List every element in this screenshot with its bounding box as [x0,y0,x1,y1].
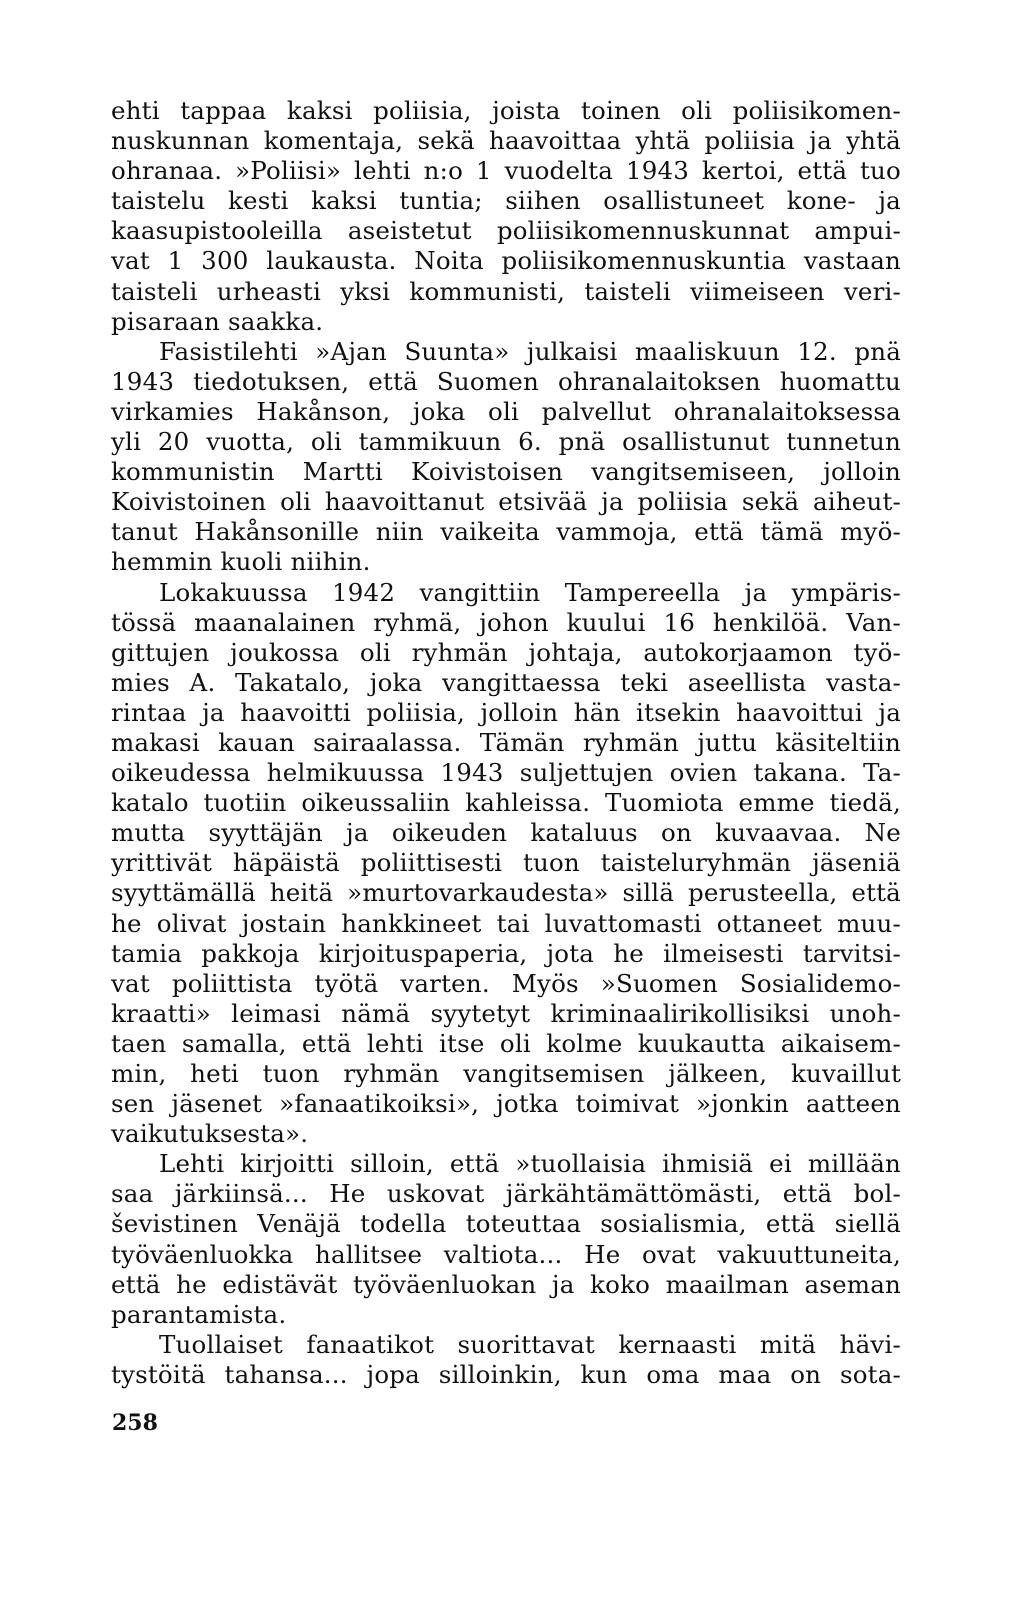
text-line: Koivistoinen oli haavoittanut etsivää ja poliisia sekä aiheut- [111,487,901,517]
text-line: nuskunnan komentaja, sekä haavoittaa yhtä poliisia ja yhtä [111,126,901,156]
text-line: ehti tappaa kaksi poliisia, joista toinen oli poliisikomen- [111,96,901,125]
body-text [111,96,901,1390]
text-line: kommunistin Martti Koivistoisen vangitsemiseen, jolloin [111,457,901,487]
text-line: sen jäsenet »fanaatikoiksi», jotka toimivat »jonkin aatteen [111,1089,901,1119]
text-line: rintaa ja haavoitti poliisia, jolloin hän itsekin haavoittui ja [111,697,901,727]
text-line: kraatti» leimasi nämä syytetyt kriminaalirikollisiksi unoh- [111,998,901,1028]
paragraph-first-line: Lokakuussa 1942 vangittiin Tampereella ja ympäris- [159,577,901,607]
text-line: saa järkiinsä... He uskovat järkähtämättömästi, että bol- [111,1179,901,1209]
text-line: oikeudessa helmikuussa 1943 suljettujen ovien takana. Ta- [111,758,901,788]
text-line: vat poliittista työtä varten. Myös »Suomen Sosialidemo- [111,968,901,998]
text-line: tamia pakkoja kirjoituspaperia, jota he ilmeisesti tarvitsi- [111,938,901,968]
text-line: kaasupistooleilla aseistetut poliisikomennuskunnat ampui- [111,216,901,246]
text-line: taistelu kesti kaksi tuntia; siihen osallistuneet kone- ja [111,186,901,216]
text-line: ohranaa. »Poliisi» lehti n:o 1 vuodelta 1943 kertoi, että tuo [111,156,901,186]
text-line: taen samalla, että lehti itse oli kolme kuukautta aikaisem- [111,1028,901,1058]
text-line: vaikutuksesta». [111,1119,309,1149]
text-line: että he edistävät työväenluokan ja koko maailman aseman [111,1269,901,1299]
text-line: parantamista. [111,1299,287,1329]
text-line: yrittivät häpäistä poliittisesti tuon taisteluryhmän jäseniä [111,848,901,878]
text-line: hemmin kuoli niihin. [111,547,371,577]
text-line: pisaraan saakka. [111,306,324,336]
text-line: ševistinen Venäjä todella toteuttaa sosialismia, että siellä [111,1209,901,1239]
text-line: taisteli urheasti yksi kommunisti, taisteli viimeiseen veri- [111,276,901,306]
text-line: 1943 tiedotuksen, että Suomen ohranalaitoksen huomattu [111,366,901,396]
paragraph-first-line: Lehti kirjoitti silloin, että »tuollaisia ihmisiä ei millään [159,1149,901,1179]
text-line: yli 20 vuotta, oli tammikuun 6. pnä osallistunut tunnetun [111,427,901,457]
text-line: mutta syyttäjän ja oikeuden kataluus on kuvaavaa. Ne [111,818,901,848]
text-line: työväenluokka hallitsee valtiota... He ovat vakuuttuneita, [111,1239,901,1269]
paragraph-first-line: Tuollaiset fanaatikot suorittavat kernaasti mitä hävi- [159,1329,901,1359]
text-line: tössä maanalainen ryhmä, johon kuului 16 henkilöä. Van- [111,607,901,637]
text-line: makasi kauan sairaalassa. Tämän ryhmän juttu käsiteltiin [111,727,901,757]
text-line: tystöitä tahansa... jopa silloinkin, kun oma maa on sota- [111,1359,901,1389]
text-line: virkamies Hakånson, joka oli palvellut ohranalaitoksessa [111,396,901,426]
text-line: he olivat jostain hankkineet tai luvattomasti ottaneet muu- [111,908,901,938]
page-number: 258 [112,1410,158,1436]
text-line: min, heti tuon ryhmän vangitsemisen jälkeen, kuvaillut [111,1059,901,1088]
text-line: mies A. Takatalo, joka vangittaessa teki aseellista vasta- [111,667,901,697]
text-line: syyttämällä heitä »murtovarkaudesta» sillä perusteella, että [111,878,901,908]
text-line: vat 1 300 laukausta. Noita poliisikomennuskuntia vastaan [111,246,901,276]
text-line: gittujen joukossa oli ryhmän johtaja, autokorjaamon työ- [111,637,901,667]
text-line: tanut Hakånsonille niin vaikeita vammoja, että tämä myö- [111,517,901,547]
paragraph-first-line: Fasistilehti »Ajan Suunta» julkaisi maaliskuun 12. pnä [159,336,901,366]
text-line: katalo tuotiin oikeussaliin kahleissa. Tuomiota emme tiedä, [111,788,901,818]
